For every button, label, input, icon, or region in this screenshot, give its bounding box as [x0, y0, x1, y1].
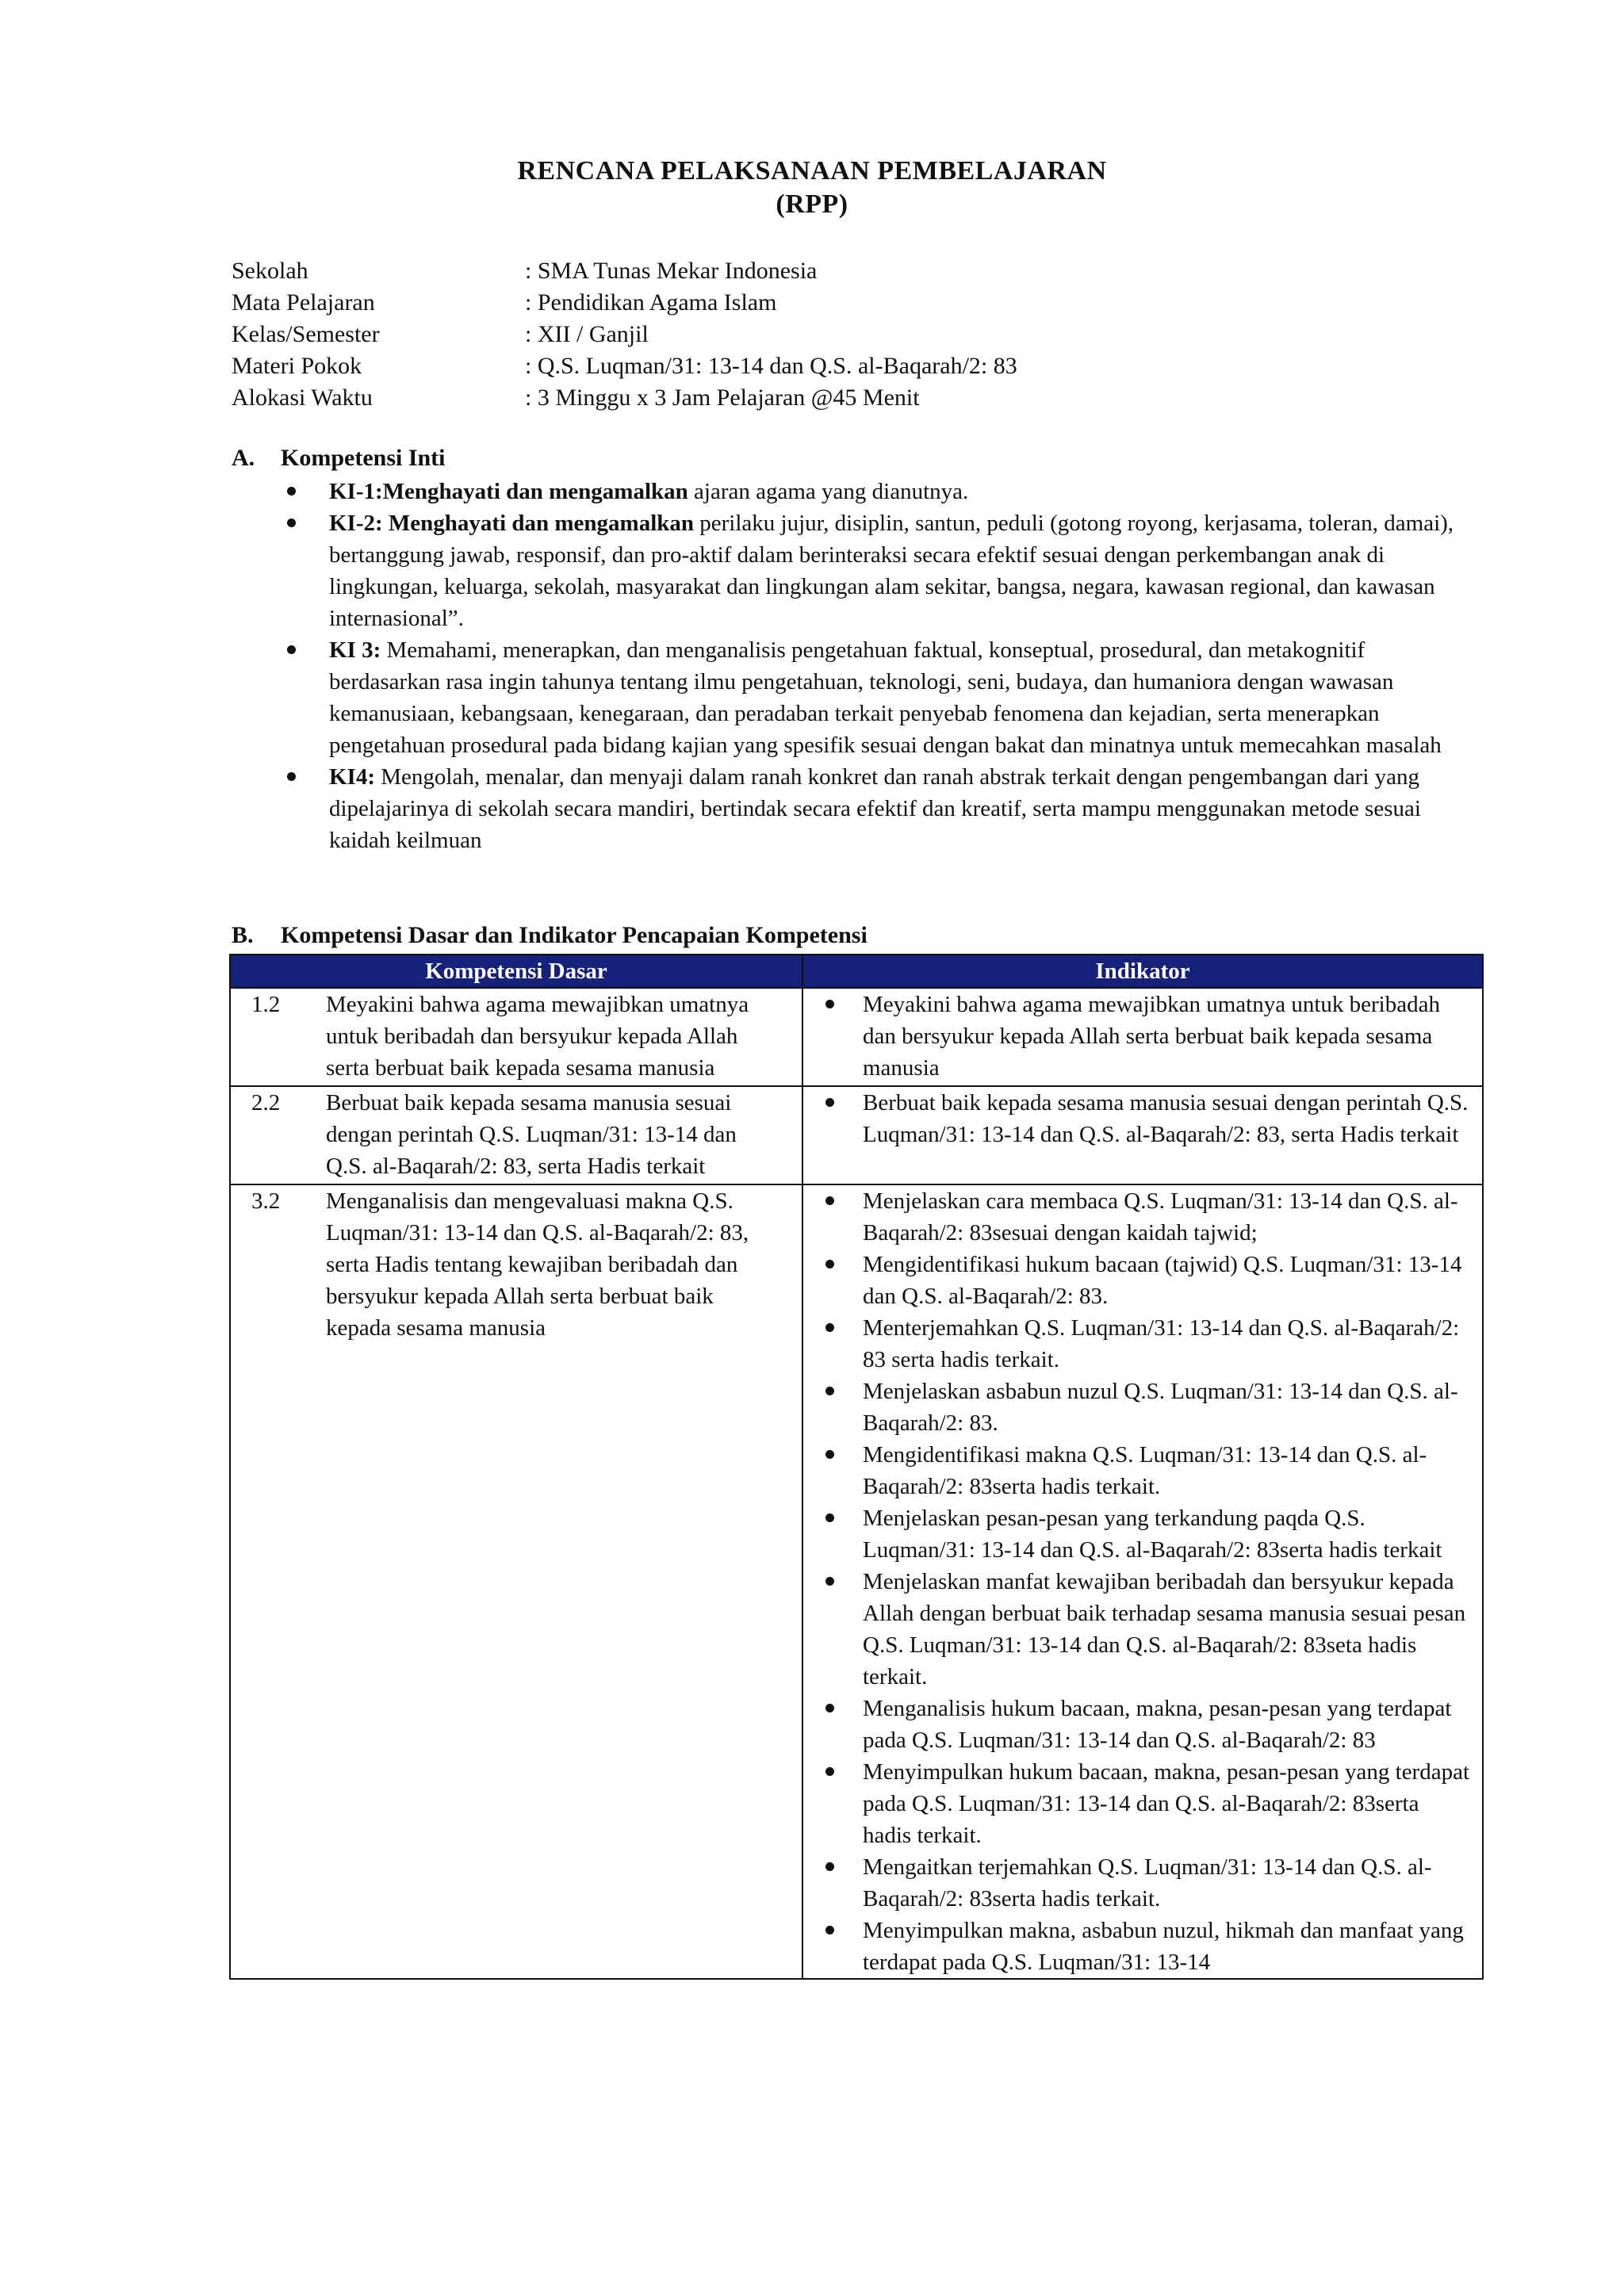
indicator-text: Berbuat baik kepada sesama manusia sesuai dengan perintah Q.S. Luqman/31: 13-14 dan Q.S. al-Baqarah/2: 83, serta Hadis terkait	[863, 1090, 1469, 1147]
info-row-mata-pelajaran	[232, 287, 1421, 319]
info-row-sekolah	[232, 255, 1421, 287]
indicator-cell	[802, 988, 1483, 1086]
info-label: Materi Pokok	[232, 353, 362, 379]
list-item	[270, 634, 1475, 761]
kd-text: Meyakini bahwa agama mewajibkan umatnya untuk beribadah dan bersyukur kepada Allah serta berbuat baik kepada sesama manusia	[326, 992, 749, 1081]
document-subtitle: (RPP)	[776, 189, 848, 219]
indicator-text: Meyakini bahwa agama mewajibkan umatnya untuk beribadah dan bersyukur kepada Allah serta berbuat baik kepada sesama manusia	[863, 992, 1440, 1081]
bullet-icon	[825, 1704, 834, 1712]
kd-number: 1.2	[251, 992, 281, 1017]
identity-block	[232, 255, 1421, 414]
indicator-cell	[802, 1086, 1483, 1184]
section-title: Kompetensi Inti	[281, 445, 446, 471]
kd-number: 3.2	[251, 1188, 281, 1214]
ki-label: KI4:	[329, 764, 375, 790]
list-item	[270, 476, 1475, 507]
table-header-row	[230, 955, 1483, 988]
bullet-icon	[825, 1513, 834, 1522]
bullet-icon	[825, 1323, 834, 1332]
bullet-icon	[825, 1862, 834, 1871]
indicator-text: Menganalisis hukum bacaan, makna, pesan-pesan yang terdapat pada Q.S. Luqman/31: 13-14 dan Q.S. al-Baqarah/2: 83	[863, 1696, 1452, 1753]
list-item	[803, 1851, 1471, 1915]
section-letter: A.	[232, 445, 255, 471]
info-row-kelas-semester	[232, 319, 1421, 350]
section-a-heading	[232, 442, 446, 474]
kd-cell	[230, 1184, 802, 1979]
list-item	[803, 1693, 1471, 1756]
indicator-text: Menjelaskan manfat kewajiban beribadah dan bersyukur kepada Allah dengan berbuat baik terhadap sesama manusia sesuai pesan Q.S. Luqman/31: 13-14 dan Q.S. al-Baqarah/2: 83seta hadis terkait.	[863, 1569, 1466, 1689]
info-row-materi-pokok	[232, 350, 1421, 382]
bullet-icon	[287, 519, 296, 527]
list-item	[803, 1439, 1471, 1502]
section-b-heading	[232, 920, 868, 951]
list-item	[803, 1566, 1471, 1693]
column-header-indikator: Indikator	[802, 955, 1483, 988]
info-value: : Q.S. Luqman/31: 13-14 dan Q.S. al-Baqarah/2: 83	[525, 353, 1017, 379]
indicator-text: Mengidentifikasi hukum bacaan (tajwid) Q.S. Luqman/31: 13-14 dan Q.S. al-Baqarah/2: 83.	[863, 1252, 1462, 1309]
bullet-icon	[825, 1387, 834, 1395]
section-title: Kompetensi Dasar dan Indikator Pencapaian Kompetensi	[281, 922, 868, 948]
bullet-icon	[825, 1098, 834, 1107]
bullet-icon	[825, 1767, 834, 1776]
info-label: Kelas/Semester	[232, 321, 380, 347]
ki-label: KI 3:	[329, 637, 381, 663]
list-item	[803, 1756, 1471, 1851]
bullet-icon	[287, 487, 296, 496]
list-item	[803, 1502, 1471, 1566]
table-row	[230, 1086, 1483, 1184]
indicator-text: Mengaitkan terjemahkan Q.S. Luqman/31: 13-14 dan Q.S. al-Baqarah/2: 83serta hadis terkait.	[863, 1854, 1432, 1911]
list-item	[270, 761, 1475, 856]
ki-text: Memahami, menerapkan, dan menganalisis pengetahuan faktual, konseptual, prosedural, dan metakognitif berdasarkan rasa ingin tahunya tentang ilmu pengetahuan, teknologi, seni, budaya, dan humaniora dengan wawasan kemanusiaan, kebangsaan, kenegaraan, dan peradaban terkait penyebab fenomena dan kejadian, serta menerapkan pengetahuan prosedural pada bidang kajian yang spesifik sesuai dengan bakat dan minatnya untuk memecahkan masalah	[329, 637, 1442, 758]
list-item	[803, 1185, 1471, 1249]
bullet-icon	[825, 1000, 834, 1008]
table-row	[230, 988, 1483, 1086]
column-header-kompetensi-dasar: Kompetensi Dasar	[230, 955, 802, 988]
bullet-icon	[825, 1577, 834, 1586]
indicator-text: Menjelaskan pesan-pesan yang terkandung paqda Q.S. Luqman/31: 13-14 dan Q.S. al-Baqarah/2: 83serta hadis terkait	[863, 1506, 1442, 1563]
info-value: : SMA Tunas Mekar Indonesia	[525, 258, 818, 284]
bullet-icon	[825, 1196, 834, 1205]
kd-text: Menganalisis dan mengevaluasi makna Q.S. Luqman/31: 13-14 dan Q.S. al-Baqarah/2: 83, serta Hadis tentang kewajiban beribadah dan bersyukur kepada Allah serta berbuat baik kepada sesama manusia	[326, 1188, 749, 1341]
indicator-text: Mengidentifikasi makna Q.S. Luqman/31: 13-14 dan Q.S. al-Baqarah/2: 83serta hadis terkait.	[863, 1442, 1427, 1499]
indicator-text: Menjelaskan asbabun nuzul Q.S. Luqman/31: 13-14 dan Q.S. al-Baqarah/2: 83.	[863, 1379, 1458, 1436]
document-title: RENCANA PELAKSANAAN PEMBELAJARAN	[517, 156, 1107, 186]
indicator-cell	[802, 1184, 1483, 1979]
bullet-icon	[825, 1260, 834, 1269]
list-item	[803, 1087, 1471, 1150]
ki-text: ajaran agama yang dianutnya.	[688, 479, 969, 504]
table-row	[230, 1184, 1483, 1979]
kd-number: 2.2	[251, 1090, 281, 1115]
info-label: Mata Pelajaran	[232, 289, 375, 316]
bullet-icon	[287, 772, 296, 781]
info-row-alokasi-waktu	[232, 382, 1421, 414]
kd-text: Berbuat baik kepada sesama manusia sesuai dengan perintah Q.S. Luqman/31: 13-14 dan Q.S. al-Baqarah/2: 83, serta Hadis terkait	[326, 1090, 737, 1179]
bullet-icon	[287, 645, 296, 654]
indicator-text: Menjelaskan cara membaca Q.S. Luqman/31: 13-14 dan Q.S. al-Baqarah/2: 83sesuai dengan kaidah tajwid;	[863, 1188, 1458, 1246]
info-label: Alokasi Waktu	[232, 385, 373, 411]
list-item	[803, 989, 1471, 1084]
kompetensi-dasar-table	[229, 954, 1484, 1980]
info-value: : XII / Ganjil	[525, 321, 649, 347]
ki-text: perilaku jujur, disiplin, santun, peduli (gotong royong, kerjasama, toleran, damai), bertanggung jawab, responsif, dan pro-aktif dalam berinteraksi secara efektif sesuai dengan perkembangan anak di lingkungan, keluarga, sekolah, masyarakat dan lingkungan alam sekitar, bangsa, negara, kawasan regional, dan kawasan internasional”.	[329, 511, 1454, 631]
list-item	[803, 1915, 1471, 1978]
list-item	[803, 1312, 1471, 1376]
kd-cell	[230, 988, 802, 1086]
info-label: Sekolah	[232, 258, 308, 284]
bullet-icon	[825, 1926, 834, 1934]
list-item	[803, 1376, 1471, 1439]
indicator-text: Menyimpulkan hukum bacaan, makna, pesan-pesan yang terdapat pada Q.S. Luqman/31: 13-14 dan Q.S. al-Baqarah/2: 83serta hadis terkait.	[863, 1759, 1470, 1848]
info-value: : Pendidikan Agama Islam	[525, 289, 777, 316]
info-value: : 3 Minggu x 3 Jam Pelajaran @45 Menit	[525, 385, 920, 411]
bullet-icon	[825, 1450, 834, 1459]
ki-text: Mengolah, menalar, dan menyaji dalam ranah konkret dan ranah abstrak terkait dengan pengembangan dari yang dipelajarinya di sekolah secara mandiri, bertindak secara efektif dan kreatif, serta mampu menggunakan metode sesuai kaidah keilmuan	[329, 764, 1421, 853]
ki-label: KI-2: Menghayati dan mengamalkan	[329, 511, 695, 536]
list-item	[803, 1249, 1471, 1312]
list-item	[270, 507, 1475, 634]
indicator-text: Menyimpulkan makna, asbabun nuzul, hikmah dan manfaat yang terdapat pada Q.S. Luqman/31: 13-14	[863, 1918, 1464, 1975]
section-letter: B.	[232, 922, 254, 948]
kompetensi-inti-list	[270, 476, 1475, 856]
kd-cell	[230, 1086, 802, 1184]
indicator-text: Menterjemahkan Q.S. Luqman/31: 13-14 dan Q.S. al-Baqarah/2: 83 serta hadis terkait.	[863, 1315, 1460, 1372]
ki-label: KI-1:Menghayati dan mengamalkan	[329, 479, 688, 504]
